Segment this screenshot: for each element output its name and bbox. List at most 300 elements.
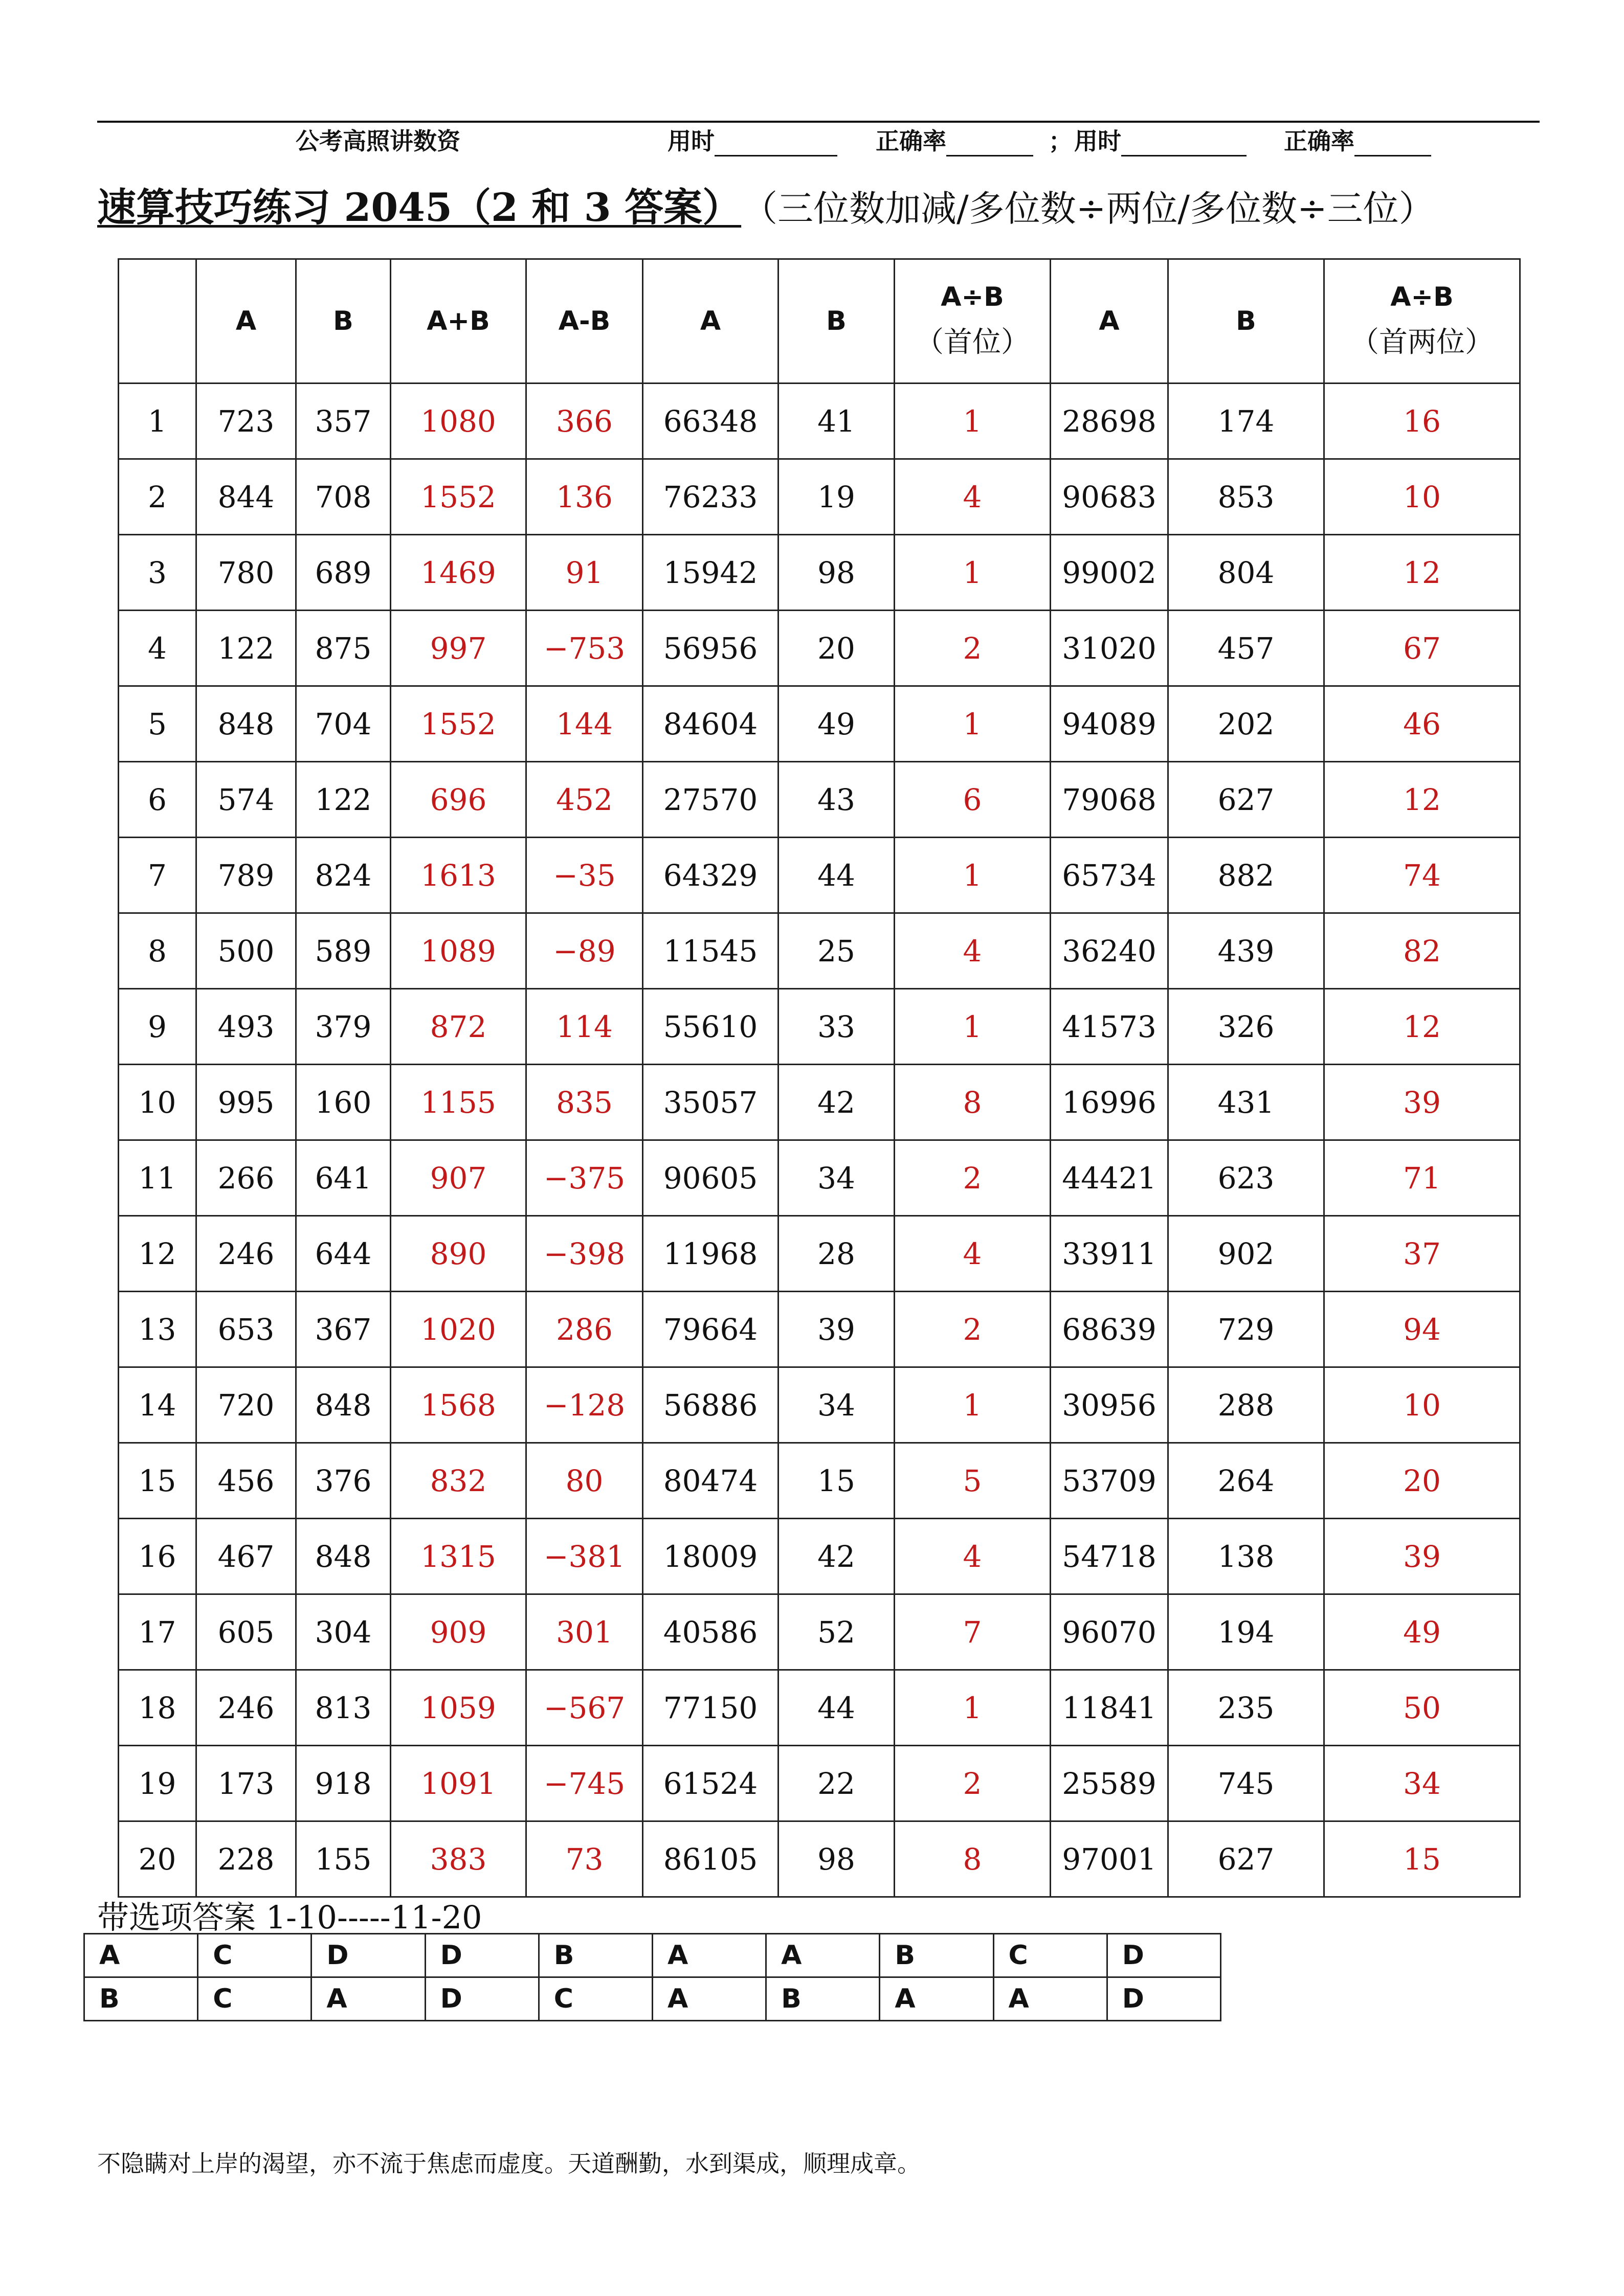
answer-cell: 890 bbox=[391, 1216, 526, 1292]
table-row bbox=[119, 1746, 1520, 1821]
choices-row bbox=[84, 1934, 1221, 1977]
table-cell: 467 bbox=[196, 1519, 296, 1594]
table-cell: 804 bbox=[1168, 535, 1324, 611]
answer-cell: 383 bbox=[391, 1821, 526, 1897]
column-header bbox=[296, 259, 391, 384]
choice-cell: A bbox=[880, 1977, 993, 2021]
accuracy-label-1: 正确率 bbox=[876, 127, 946, 155]
answer-cell: 366 bbox=[526, 384, 643, 459]
table-cell: 918 bbox=[296, 1746, 391, 1821]
table-cell: 2 bbox=[119, 459, 196, 535]
table-cell: 9 bbox=[119, 989, 196, 1065]
header-divider bbox=[97, 121, 1540, 123]
column-header bbox=[119, 259, 196, 384]
answer-cell: 50 bbox=[1324, 1670, 1520, 1746]
answer-cell: 1 bbox=[895, 1367, 1051, 1443]
table-cell: 94089 bbox=[1051, 686, 1168, 762]
table-cell: 22 bbox=[778, 1746, 895, 1821]
table-cell: 11968 bbox=[643, 1216, 778, 1292]
table-cell: 64329 bbox=[643, 838, 778, 913]
table-row bbox=[119, 1216, 1520, 1292]
table-cell: 853 bbox=[1168, 459, 1324, 535]
answer-cell: 6 bbox=[895, 762, 1051, 838]
time-label-1: 用时 bbox=[668, 127, 715, 155]
accuracy-blank-1[interactable] bbox=[946, 131, 1033, 156]
table-cell: 96070 bbox=[1051, 1594, 1168, 1670]
answer-cell: 74 bbox=[1324, 838, 1520, 913]
table-cell: 720 bbox=[196, 1367, 296, 1443]
table-cell: 25589 bbox=[1051, 1746, 1168, 1821]
choice-cell: B bbox=[880, 1934, 993, 1977]
answer-cell: 1 bbox=[895, 686, 1051, 762]
table-cell: 902 bbox=[1168, 1216, 1324, 1292]
answer-cell: −381 bbox=[526, 1519, 643, 1594]
answer-cell: 1020 bbox=[391, 1292, 526, 1367]
table-cell: 439 bbox=[1168, 913, 1324, 989]
answer-cell: 8 bbox=[895, 1065, 1051, 1140]
table-cell: 376 bbox=[296, 1443, 391, 1519]
table-cell: 641 bbox=[296, 1140, 391, 1216]
accuracy-blank-2[interactable] bbox=[1354, 131, 1431, 156]
table-cell: 14 bbox=[119, 1367, 196, 1443]
answer-cell: 7 bbox=[895, 1594, 1051, 1670]
column-header-label: A-B bbox=[558, 306, 611, 336]
table-cell: 304 bbox=[296, 1594, 391, 1670]
table-cell: 11545 bbox=[643, 913, 778, 989]
table-cell: 457 bbox=[1168, 611, 1324, 686]
table-cell: 605 bbox=[196, 1594, 296, 1670]
practice-table bbox=[118, 258, 1521, 1898]
answer-cell: 872 bbox=[391, 989, 526, 1065]
table-cell: 61524 bbox=[643, 1746, 778, 1821]
choice-cell: D bbox=[1107, 1934, 1220, 1977]
column-header-label: A÷B bbox=[1390, 282, 1454, 312]
time-label-2: 用时 bbox=[1074, 127, 1121, 155]
table-row bbox=[119, 989, 1520, 1065]
table-cell: 357 bbox=[296, 384, 391, 459]
answer-cell: 2 bbox=[895, 1746, 1051, 1821]
table-cell: 848 bbox=[196, 686, 296, 762]
answer-cell: 2 bbox=[895, 1292, 1051, 1367]
table-cell: 246 bbox=[196, 1670, 296, 1746]
answer-cell: 2 bbox=[895, 1140, 1051, 1216]
table-cell: 35057 bbox=[643, 1065, 778, 1140]
table-row bbox=[119, 1140, 1520, 1216]
answer-cell: 91 bbox=[526, 535, 643, 611]
table-cell: 848 bbox=[296, 1367, 391, 1443]
table-cell: 848 bbox=[296, 1519, 391, 1594]
answer-cell: −745 bbox=[526, 1746, 643, 1821]
table-cell: 623 bbox=[1168, 1140, 1324, 1216]
table-cell: 15 bbox=[119, 1443, 196, 1519]
table-cell: 122 bbox=[196, 611, 296, 686]
choice-cell: A bbox=[652, 1934, 766, 1977]
table-cell: 11 bbox=[119, 1140, 196, 1216]
answer-cell: 12 bbox=[1324, 989, 1520, 1065]
table-cell: 79068 bbox=[1051, 762, 1168, 838]
table-row bbox=[119, 384, 1520, 459]
answer-cell: 10 bbox=[1324, 459, 1520, 535]
answer-cell: 832 bbox=[391, 1443, 526, 1519]
answer-cell: 136 bbox=[526, 459, 643, 535]
answer-cell: 1315 bbox=[391, 1519, 526, 1594]
answer-cell: 835 bbox=[526, 1065, 643, 1140]
answer-cell: 1155 bbox=[391, 1065, 526, 1140]
column-header-sub: （首两位） bbox=[1350, 326, 1494, 359]
table-cell: 90683 bbox=[1051, 459, 1168, 535]
answer-cell: 1 bbox=[895, 384, 1051, 459]
table-cell: 8 bbox=[119, 913, 196, 989]
answer-cell: 1568 bbox=[391, 1367, 526, 1443]
table-cell: 689 bbox=[296, 535, 391, 611]
choice-cell: A bbox=[84, 1934, 198, 1977]
table-cell: 15 bbox=[778, 1443, 895, 1519]
table-cell: 10 bbox=[119, 1065, 196, 1140]
answer-cell: 10 bbox=[1324, 1367, 1520, 1443]
answer-cell: 4 bbox=[895, 1519, 1051, 1594]
answer-cell: 94 bbox=[1324, 1292, 1520, 1367]
table-cell: 31020 bbox=[1051, 611, 1168, 686]
answer-cell: −375 bbox=[526, 1140, 643, 1216]
table-cell: 98 bbox=[778, 1821, 895, 1897]
choice-cell: D bbox=[425, 1977, 539, 2021]
answer-cell: 16 bbox=[1324, 384, 1520, 459]
answer-cell: 452 bbox=[526, 762, 643, 838]
column-header-label: A bbox=[1099, 306, 1120, 336]
accuracy-label-2: 正确率 bbox=[1284, 127, 1354, 155]
answer-cell: 15 bbox=[1324, 1821, 1520, 1897]
table-cell: 20 bbox=[119, 1821, 196, 1897]
choice-cell: A bbox=[312, 1977, 425, 2021]
table-row bbox=[119, 838, 1520, 913]
table-row bbox=[119, 1594, 1520, 1670]
column-header bbox=[391, 259, 526, 384]
answer-cell: 82 bbox=[1324, 913, 1520, 989]
table-cell: 28 bbox=[778, 1216, 895, 1292]
table-cell: 174 bbox=[1168, 384, 1324, 459]
table-cell: 25 bbox=[778, 913, 895, 989]
table-row bbox=[119, 1065, 1520, 1140]
table-cell: 42 bbox=[778, 1065, 895, 1140]
table-cell: 33911 bbox=[1051, 1216, 1168, 1292]
column-header bbox=[643, 259, 778, 384]
header-accuracy-1 bbox=[876, 123, 1033, 156]
table-cell: 49 bbox=[778, 686, 895, 762]
answer-cell: −35 bbox=[526, 838, 643, 913]
table-cell: 431 bbox=[1168, 1065, 1324, 1140]
table-cell: 844 bbox=[196, 459, 296, 535]
choice-cell: A bbox=[652, 1977, 766, 2021]
answer-cell: 39 bbox=[1324, 1065, 1520, 1140]
answer-cell: 71 bbox=[1324, 1140, 1520, 1216]
column-header-label: B bbox=[826, 306, 847, 336]
table-cell: 882 bbox=[1168, 838, 1324, 913]
table-body bbox=[119, 384, 1520, 1897]
table-cell: 824 bbox=[296, 838, 391, 913]
column-header bbox=[526, 259, 643, 384]
table-cell: 34 bbox=[778, 1367, 895, 1443]
table-cell: 40586 bbox=[643, 1594, 778, 1670]
answer-cell: 909 bbox=[391, 1594, 526, 1670]
table-cell: 13 bbox=[119, 1292, 196, 1367]
column-header bbox=[196, 259, 296, 384]
table-cell: 1 bbox=[119, 384, 196, 459]
answer-cell: 1 bbox=[895, 838, 1051, 913]
choice-cell: D bbox=[1107, 1977, 1220, 2021]
table-cell: 17 bbox=[119, 1594, 196, 1670]
table-cell: 456 bbox=[196, 1443, 296, 1519]
answer-cell: 301 bbox=[526, 1594, 643, 1670]
table-cell: 264 bbox=[1168, 1443, 1324, 1519]
table-cell: 44 bbox=[778, 1670, 895, 1746]
table-cell: 160 bbox=[296, 1065, 391, 1140]
answer-cell: 2 bbox=[895, 611, 1051, 686]
answer-cell: −89 bbox=[526, 913, 643, 989]
table-cell: 379 bbox=[296, 989, 391, 1065]
answer-cell: 34 bbox=[1324, 1746, 1520, 1821]
table-cell: 44 bbox=[778, 838, 895, 913]
answer-cell: 1 bbox=[895, 989, 1051, 1065]
table-cell: 76233 bbox=[643, 459, 778, 535]
answer-cell: −398 bbox=[526, 1216, 643, 1292]
header-source: 公考高照讲数资 bbox=[296, 127, 460, 155]
table-cell: 90605 bbox=[643, 1140, 778, 1216]
answer-cell: 1091 bbox=[391, 1746, 526, 1821]
table-cell: 41573 bbox=[1051, 989, 1168, 1065]
answer-cell: 1 bbox=[895, 535, 1051, 611]
answer-cell: 46 bbox=[1324, 686, 1520, 762]
table-cell: 86105 bbox=[643, 1821, 778, 1897]
choice-cell: D bbox=[312, 1934, 425, 1977]
table-cell: 53709 bbox=[1051, 1443, 1168, 1519]
header-time-2 bbox=[1074, 123, 1247, 156]
table-cell: 55610 bbox=[643, 989, 778, 1065]
table-cell: 574 bbox=[196, 762, 296, 838]
answer-cell: 1 bbox=[895, 1670, 1051, 1746]
table-cell: 653 bbox=[196, 1292, 296, 1367]
time-blank-2[interactable] bbox=[1121, 131, 1247, 156]
column-header bbox=[1168, 259, 1324, 384]
table-cell: 729 bbox=[1168, 1292, 1324, 1367]
answer-cell: 12 bbox=[1324, 762, 1520, 838]
column-header-label: A÷B bbox=[941, 282, 1004, 312]
table-cell: 138 bbox=[1168, 1519, 1324, 1594]
table-cell: 42 bbox=[778, 1519, 895, 1594]
answer-cell: 5 bbox=[895, 1443, 1051, 1519]
table-cell: 589 bbox=[296, 913, 391, 989]
table-cell: 84604 bbox=[643, 686, 778, 762]
choice-cell: C bbox=[993, 1934, 1107, 1977]
column-header-label: B bbox=[1236, 306, 1256, 336]
table-row bbox=[119, 1670, 1520, 1746]
answer-cell: 37 bbox=[1324, 1216, 1520, 1292]
table-cell: 194 bbox=[1168, 1594, 1324, 1670]
column-header-label: A bbox=[235, 306, 257, 336]
table-cell: 16996 bbox=[1051, 1065, 1168, 1140]
table-cell: 27570 bbox=[643, 762, 778, 838]
table-cell: 7 bbox=[119, 838, 196, 913]
choice-cell: C bbox=[198, 1977, 312, 2021]
answer-cell: 907 bbox=[391, 1140, 526, 1216]
table-cell: 500 bbox=[196, 913, 296, 989]
table-cell: 235 bbox=[1168, 1670, 1324, 1746]
table-cell: 3 bbox=[119, 535, 196, 611]
table-cell: 780 bbox=[196, 535, 296, 611]
table-cell: 5 bbox=[119, 686, 196, 762]
answer-cell: 80 bbox=[526, 1443, 643, 1519]
table-cell: 99002 bbox=[1051, 535, 1168, 611]
table-cell: 708 bbox=[296, 459, 391, 535]
table-cell: 627 bbox=[1168, 1821, 1324, 1897]
table-cell: 43 bbox=[778, 762, 895, 838]
answer-cell: 1552 bbox=[391, 686, 526, 762]
table-cell: 18 bbox=[119, 1670, 196, 1746]
table-cell: 44421 bbox=[1051, 1140, 1168, 1216]
answer-cell: 114 bbox=[526, 989, 643, 1065]
answer-cell: 8 bbox=[895, 1821, 1051, 1897]
table-row bbox=[119, 1367, 1520, 1443]
table-cell: 155 bbox=[296, 1821, 391, 1897]
table-cell: 39 bbox=[778, 1292, 895, 1367]
table-cell: 36240 bbox=[1051, 913, 1168, 989]
table-cell: 56956 bbox=[643, 611, 778, 686]
column-header-label: B bbox=[333, 306, 353, 336]
answer-cell: 4 bbox=[895, 459, 1051, 535]
column-header bbox=[778, 259, 895, 384]
table-cell: 68639 bbox=[1051, 1292, 1168, 1367]
choice-cell: A bbox=[766, 1934, 880, 1977]
answer-cell: 1059 bbox=[391, 1670, 526, 1746]
table-cell: 54718 bbox=[1051, 1519, 1168, 1594]
answer-cell: 1613 bbox=[391, 838, 526, 913]
answer-cell: 1469 bbox=[391, 535, 526, 611]
table-cell: 644 bbox=[296, 1216, 391, 1292]
table-cell: 30956 bbox=[1051, 1367, 1168, 1443]
choice-cell: C bbox=[198, 1934, 312, 1977]
table-cell: 18009 bbox=[643, 1519, 778, 1594]
table-cell: 173 bbox=[196, 1746, 296, 1821]
answer-cell: 1552 bbox=[391, 459, 526, 535]
table-cell: 11841 bbox=[1051, 1670, 1168, 1746]
title-subtitle: （三位数加减/多位数÷两位/多位数÷三位） bbox=[760, 188, 1435, 230]
answer-cell: 39 bbox=[1324, 1519, 1520, 1594]
table-cell: 52 bbox=[778, 1594, 895, 1670]
choice-cell: B bbox=[84, 1977, 198, 2021]
table-row bbox=[119, 762, 1520, 838]
table-cell: 80474 bbox=[643, 1443, 778, 1519]
choice-cell: D bbox=[425, 1934, 539, 1977]
table-cell: 66348 bbox=[643, 384, 778, 459]
table-cell: 4 bbox=[119, 611, 196, 686]
table-row bbox=[119, 459, 1520, 535]
choices-table bbox=[83, 1933, 1221, 2021]
table-cell: 995 bbox=[196, 1065, 296, 1140]
answer-cell: −128 bbox=[526, 1367, 643, 1443]
answer-cell: 144 bbox=[526, 686, 643, 762]
page-title bbox=[97, 176, 1435, 232]
table-header-row bbox=[119, 259, 1520, 384]
column-header bbox=[895, 259, 1051, 384]
header-accuracy-2 bbox=[1284, 123, 1431, 156]
answer-cell: 4 bbox=[895, 913, 1051, 989]
table-cell: 704 bbox=[296, 686, 391, 762]
title-main: 速算技巧练习 2045（2 和 3 答案） bbox=[97, 185, 742, 230]
choice-cell: C bbox=[539, 1977, 652, 2021]
table-row bbox=[119, 686, 1520, 762]
table-cell: 813 bbox=[296, 1670, 391, 1746]
table-row bbox=[119, 1443, 1520, 1519]
table-row bbox=[119, 535, 1520, 611]
answer-cell: 997 bbox=[391, 611, 526, 686]
table-cell: 79664 bbox=[643, 1292, 778, 1367]
choices-row bbox=[84, 1977, 1221, 2021]
choice-cell: A bbox=[993, 1977, 1107, 2021]
table-cell: 97001 bbox=[1051, 1821, 1168, 1897]
table-row bbox=[119, 1292, 1520, 1367]
table-cell: 367 bbox=[296, 1292, 391, 1367]
table-cell: 875 bbox=[296, 611, 391, 686]
table-cell: 20 bbox=[778, 611, 895, 686]
choice-cell: B bbox=[766, 1977, 880, 2021]
column-header bbox=[1324, 259, 1520, 384]
answer-cell: 286 bbox=[526, 1292, 643, 1367]
table-row bbox=[119, 611, 1520, 686]
time-blank-1[interactable] bbox=[715, 131, 837, 156]
header-separator: ； bbox=[1049, 127, 1072, 155]
choice-cell: B bbox=[539, 1934, 652, 1977]
table-cell: 33 bbox=[778, 989, 895, 1065]
table-cell: 15942 bbox=[643, 535, 778, 611]
answer-cell: −567 bbox=[526, 1670, 643, 1746]
answer-cell: 20 bbox=[1324, 1443, 1520, 1519]
choices-label: 带选项答案 1-10-----11-20 bbox=[97, 1899, 482, 1936]
table-cell: 19 bbox=[119, 1746, 196, 1821]
answer-cell: 12 bbox=[1324, 535, 1520, 611]
answer-cell: 67 bbox=[1324, 611, 1520, 686]
table-row bbox=[119, 1519, 1520, 1594]
table-cell: 77150 bbox=[643, 1670, 778, 1746]
table-cell: 266 bbox=[196, 1140, 296, 1216]
table-row bbox=[119, 1821, 1520, 1897]
table-cell: 493 bbox=[196, 989, 296, 1065]
table-cell: 789 bbox=[196, 838, 296, 913]
answer-cell: −753 bbox=[526, 611, 643, 686]
table-cell: 19 bbox=[778, 459, 895, 535]
table-row bbox=[119, 913, 1520, 989]
answer-cell: 73 bbox=[526, 1821, 643, 1897]
column-header-label: A+B bbox=[427, 306, 490, 336]
table-cell: 202 bbox=[1168, 686, 1324, 762]
table-cell: 98 bbox=[778, 535, 895, 611]
answer-cell: 4 bbox=[895, 1216, 1051, 1292]
table-cell: 12 bbox=[119, 1216, 196, 1292]
table-cell: 745 bbox=[1168, 1746, 1324, 1821]
table-cell: 65734 bbox=[1051, 838, 1168, 913]
answer-cell: 1089 bbox=[391, 913, 526, 989]
table-cell: 122 bbox=[296, 762, 391, 838]
table-cell: 34 bbox=[778, 1140, 895, 1216]
table-cell: 16 bbox=[119, 1519, 196, 1594]
table-cell: 246 bbox=[196, 1216, 296, 1292]
table-cell: 228 bbox=[196, 1821, 296, 1897]
table-cell: 56886 bbox=[643, 1367, 778, 1443]
answer-cell: 49 bbox=[1324, 1594, 1520, 1670]
footer-motto: 不隐瞒对上岸的渴望，亦不流于焦虑而虚度。天道酬勤，水到渠成，顺理成章。 bbox=[97, 2150, 921, 2177]
table-cell: 288 bbox=[1168, 1367, 1324, 1443]
answer-cell: 696 bbox=[391, 762, 526, 838]
header-time-1 bbox=[668, 123, 837, 156]
table-cell: 627 bbox=[1168, 762, 1324, 838]
